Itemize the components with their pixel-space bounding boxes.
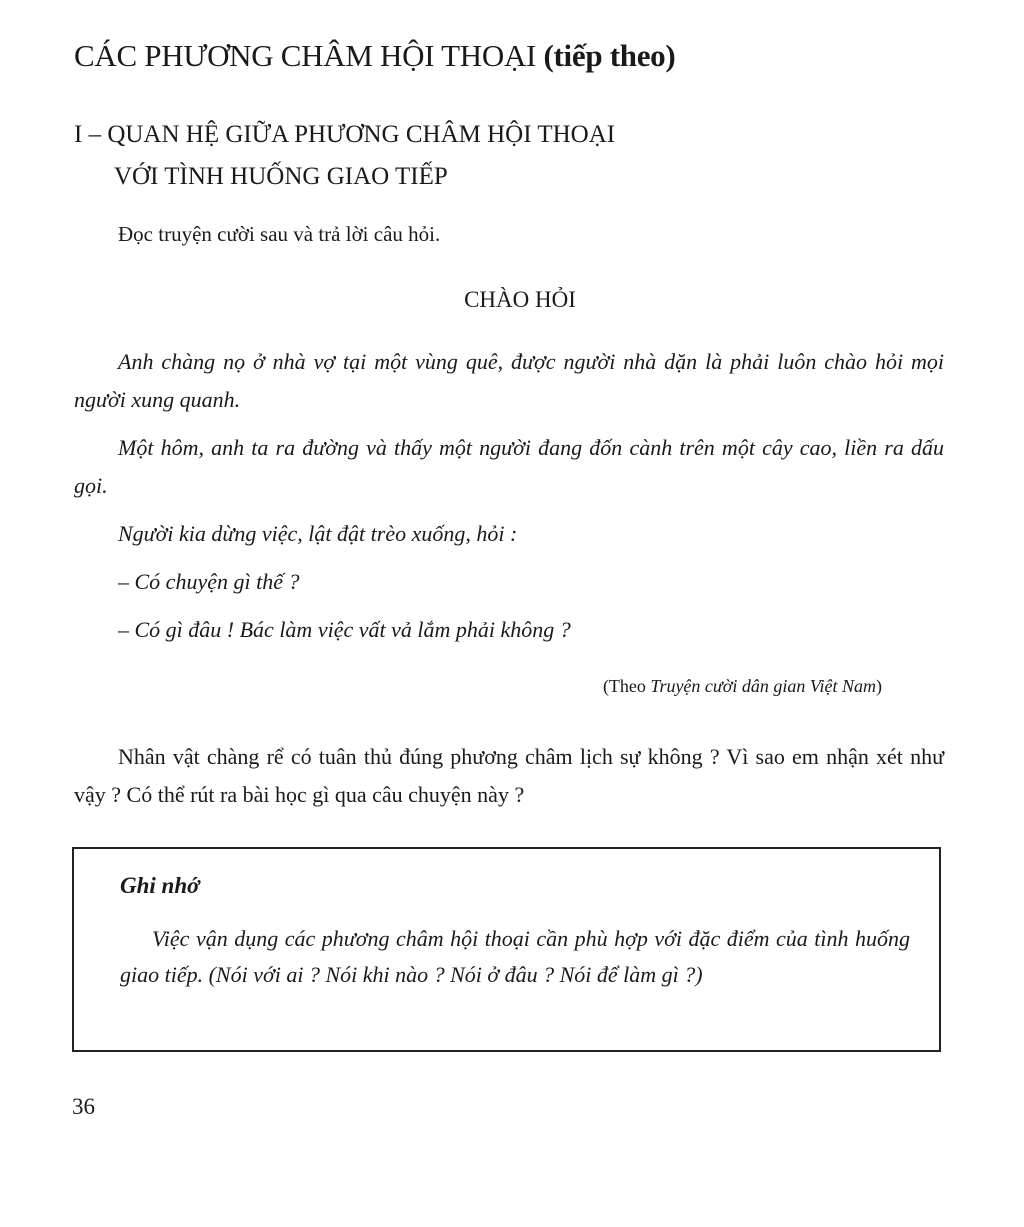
story-paragraph: Một hôm, anh ta ra đường và thấy một người đang đốn cành trên một cây cao, liền ra dấu gọi. — [74, 435, 944, 498]
section-heading — [74, 114, 615, 198]
memo-box — [72, 847, 941, 1052]
story-paragraph: Anh chàng nọ ở nhà vợ tại một vùng quê, được người nhà dặn là phải luôn chào hỏi mọi người xung quanh. — [74, 349, 944, 412]
story-source — [603, 676, 882, 697]
story-dialogue-line: – Có gì đâu ! Bác làm việc vất vả lắm phải không ? — [118, 617, 571, 642]
section-heading-line1: I – QUAN HỆ GIỮA PHƯƠNG CHÂM HỘI THOẠI — [74, 121, 616, 148]
page-title-suffix: (tiếp theo) — [543, 38, 676, 73]
page-number: 36 — [72, 1094, 95, 1119]
section-heading-line2: VỚI TÌNH HUỐNG GIAO TIẾP — [114, 163, 448, 190]
memo-title: Ghi nhớ — [120, 873, 200, 898]
memo-text: Việc vận dụng các phương châm hội thoại cần phù hợp với đặc điểm của tình huống giao tiếp. (Nói với ai ? Nói khi nào ? Nói ở đâu ? Nói để làm gì ?) — [120, 926, 910, 987]
source-prefix: (Theo — [602, 676, 651, 696]
page-title — [74, 38, 675, 74]
source-title: Truyện cười dân gian Việt Nam — [650, 676, 876, 696]
source-suffix: ) — [876, 676, 882, 696]
question-text: Nhân vật chàng rể có tuân thủ đúng phương châm lịch sự không ? Vì sao em nhận xét như vậy ? Có thể rút ra bài học gì qua câu chuyện này ? — [74, 744, 944, 807]
instruction-text: Đọc truyện cười sau và trả lời câu hỏi. — [118, 222, 441, 246]
story-dialogue-line: – Có chuyện gì thế ? — [118, 569, 300, 594]
story-title: CHÀO HỎI — [464, 287, 576, 312]
story-body — [74, 343, 944, 659]
page-title-main: CÁC PHƯƠNG CHÂM HỘI THOẠI — [74, 38, 537, 73]
story-paragraph: Người kia dừng việc, lật đật trèo xuống, hỏi : — [118, 521, 518, 546]
